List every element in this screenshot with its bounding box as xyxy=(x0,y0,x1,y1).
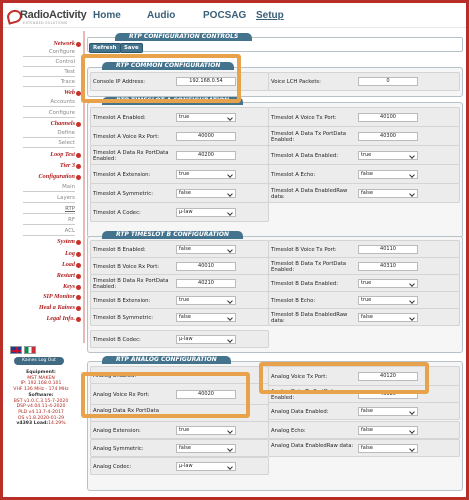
tsb-voice-tx-row xyxy=(268,240,460,258)
analog-data-tx-label: Analog Data Tx PortData Enabled: xyxy=(271,389,337,401)
tsa-echo-select[interactable]: false xyxy=(358,170,418,179)
sidebar-heading-system[interactable]: System xyxy=(57,238,75,245)
sidebar-item-config-main[interactable]: Main xyxy=(23,184,75,192)
analog-echo-label: Analog Echo: xyxy=(271,428,306,434)
logo-name: RadioActivity xyxy=(20,9,87,21)
load-value: 14.29% xyxy=(48,421,66,427)
tsb-data-rx-field[interactable]: 40210 xyxy=(176,279,236,288)
tsb-voice-tx-field[interactable]: 40110 xyxy=(358,245,418,254)
tsa-enabled-select[interactable]: true xyxy=(176,113,236,122)
analog-raw-label: Analog Data EnabledRaw data: xyxy=(271,443,354,449)
software-pld: PLD v4.13.7-4-2017 xyxy=(18,409,64,415)
software-os: OS v1.8.2020-01-29 xyxy=(17,415,65,421)
analog-codec-label: Analog Codec: xyxy=(93,464,132,470)
analog-voice-rx-label: Analog Voice Rx Port: xyxy=(93,392,150,398)
sidebar-item-network-configure[interactable]: Configure xyxy=(23,49,75,57)
tsb-symmetric-select[interactable]: false xyxy=(176,313,236,322)
italy-flag-icon[interactable] xyxy=(24,346,36,354)
tsb-data-tx-field[interactable]: 40310 xyxy=(358,262,418,271)
analog-symmetric-select[interactable]: false xyxy=(176,444,236,453)
analog-voice-tx-field[interactable]: 40120 xyxy=(358,372,418,381)
sidebar-heading-web[interactable]: Web xyxy=(64,89,75,96)
sidebar xyxy=(3,31,83,497)
console-ip-field[interactable]: 192.168.0.54 xyxy=(176,77,236,86)
sidebar-item-config-acl[interactable]: ACL xyxy=(23,228,75,236)
tsb-enabled-select[interactable]: false xyxy=(176,245,236,254)
console-ip-row xyxy=(90,72,269,91)
analog-data-rx-label: Analog Data Rx PortData Enabled: xyxy=(93,408,159,420)
uk-flag-icon[interactable] xyxy=(10,346,22,354)
tsa-voice-rx-label: Timeslot A Voice Rx Port: xyxy=(93,134,160,140)
nav-setup[interactable]: Setup xyxy=(256,10,284,21)
nav-audio[interactable]: Audio xyxy=(147,10,176,21)
controls-title: RTP CONFIGURATION CONTROLS xyxy=(115,33,252,41)
load-label: v4393 Load: xyxy=(16,421,49,427)
analog-extension-row xyxy=(90,421,269,439)
sidebar-heading-channels[interactable]: Channels xyxy=(51,120,75,127)
tsb-echo-label: Timeslot B Echo: xyxy=(271,298,316,304)
tsb-raw-label: Timeslot B Data EnabledRaw data: xyxy=(271,312,348,324)
equipment-header: Equipment: xyxy=(26,370,56,375)
logo-tagline: EXTENDED SOLUTIONS xyxy=(23,21,68,25)
tsa-extension-row xyxy=(90,164,269,184)
tsa-codec-select[interactable]: µ-law xyxy=(176,208,236,217)
tsa-data-rx-field[interactable]: 40200 xyxy=(176,151,236,160)
sidebar-item-channels-define[interactable]: Define xyxy=(23,130,75,138)
tsa-raw-row xyxy=(268,183,460,203)
tsb-codec-row xyxy=(90,330,269,348)
tsa-data-enabled-select[interactable]: true xyxy=(358,151,418,160)
analog-data-enabled-row xyxy=(268,402,460,420)
equipment-info xyxy=(6,370,76,427)
tsa-data-enabled-row xyxy=(268,145,460,165)
tsa-voice-rx-field[interactable]: 40000 xyxy=(176,132,236,141)
tsb-data-rx-label: Timeslot B Data Rx PortData Enabled: xyxy=(93,278,169,290)
tsa-voice-tx-row xyxy=(268,107,460,127)
tsb-echo-row xyxy=(268,291,460,309)
analog-title: RTP ANALOG CONFIGURATION xyxy=(102,356,231,364)
software-header: Software: xyxy=(28,392,54,398)
tsb-extension-select[interactable]: true xyxy=(176,296,236,305)
analog-data-tx-row xyxy=(268,385,460,403)
voice-lch-label: Voice LCH Packets: xyxy=(271,79,321,85)
analog-raw-select[interactable]: false xyxy=(358,444,418,453)
analog-extension-select[interactable]: true xyxy=(176,426,236,435)
tsb-extension-label: Timeslot B Extension: xyxy=(93,298,151,304)
tsa-raw-label: Timeslot A Data EnabledRaw data: xyxy=(271,188,348,200)
tsb-data-tx-label: Timeslot B Data Tx PortData Enabled: xyxy=(271,261,347,273)
sidebar-heading-legal-info[interactable]: Legal Info. xyxy=(46,315,75,322)
sidebar-heading-keys[interactable]: Keys xyxy=(63,283,75,290)
sidebar-heading-heal-kaines[interactable]: Heal a Kaines xyxy=(39,304,75,311)
save-button[interactable]: Save xyxy=(120,43,143,53)
tsa-extension-label: Timeslot A Extension: xyxy=(93,172,151,178)
analog-voice-tx-row xyxy=(268,366,460,386)
radioactivity-logo xyxy=(7,7,89,27)
analog-voice-rx-row xyxy=(90,383,269,405)
sidebar-item-network-trace[interactable]: Trace xyxy=(23,79,75,87)
common-title: RTP COMMON CONFIGURATION xyxy=(102,62,234,70)
tsb-data-tx-row xyxy=(268,257,460,275)
analog-raw-row xyxy=(268,439,460,457)
sidebar-item-network-test[interactable]: Test xyxy=(23,69,75,77)
tsa-voice-tx-field[interactable]: 40100 xyxy=(358,113,418,122)
main-content xyxy=(87,33,464,495)
sidebar-divider xyxy=(83,31,85,343)
sidebar-heading-restart[interactable]: Restart xyxy=(57,272,75,279)
tsa-data-enabled-label: Timeslot A Data Enabled: xyxy=(271,153,339,159)
sidebar-item-web-accounts[interactable]: Accounts xyxy=(23,99,75,107)
tsb-voice-rx-row xyxy=(90,257,269,275)
tsb-voice-tx-label: Timeslot B Voice Tx Port: xyxy=(271,247,337,253)
tsa-codec-label: Timeslot A Codec: xyxy=(93,210,141,216)
tsa-enabled-row xyxy=(90,107,269,127)
analog-extension-label: Analog Extension: xyxy=(93,428,141,434)
software-bst: BST v1.0.C.3.15-7-2020 xyxy=(13,398,69,404)
equipment-name: MST MAKEN xyxy=(27,375,55,381)
nav-home[interactable]: Home xyxy=(93,10,121,21)
analog-data-enabled-label: Analog Data Enabled: xyxy=(271,409,329,415)
sidebar-item-network-control[interactable]: Control xyxy=(23,59,75,67)
top-bar xyxy=(3,3,466,28)
tsb-data-enabled-label: Timeslot B Data Enabled: xyxy=(271,281,339,287)
analog-symmetric-label: Analog Symmetric: xyxy=(93,446,144,452)
tsb-echo-select[interactable]: true xyxy=(358,296,418,305)
language-flags xyxy=(10,346,36,355)
analog-symmetric-row xyxy=(90,439,269,457)
tsa-voice-tx-label: Timeslot A Voice Tx Port: xyxy=(271,115,337,121)
sidebar-item-config-rf[interactable]: RF xyxy=(23,217,75,225)
tsa-data-tx-field[interactable]: 40300 xyxy=(358,132,418,141)
load-readout xyxy=(6,421,76,427)
tsa-voice-rx-row xyxy=(90,126,269,146)
tsa-echo-row xyxy=(268,164,460,184)
tsa-data-rx-row xyxy=(90,145,269,165)
sidebar-heading-loop-test[interactable]: Loop Test xyxy=(50,151,75,158)
timeslot-a-title: RTP TIMESLOT A CONFIGURATION xyxy=(102,97,243,105)
tsb-raw-select[interactable]: false xyxy=(358,313,418,322)
sidebar-heading-network[interactable]: Network xyxy=(53,40,75,47)
tsa-raw-select[interactable]: false xyxy=(358,189,418,198)
equipment-ip: IP: 192.168.0.101 xyxy=(20,381,62,387)
tsb-symmetric-row xyxy=(90,308,269,326)
analog-voice-tx-label: Analog Voice Tx Port: xyxy=(271,374,328,380)
tsa-data-rx-label: Timeslot A Data Rx PortData Enabled: xyxy=(93,150,169,162)
analog-enabled-label: Analog Enabled: xyxy=(93,373,137,379)
equipment-band: VHF 136 MHz - 174 MHz xyxy=(13,387,69,393)
tsa-echo-label: Timeslot A Echo: xyxy=(271,172,316,178)
sidebar-item-config-rtp[interactable]: RTP xyxy=(23,206,75,214)
tsb-enabled-label: Timeslot B Enabled: xyxy=(93,247,146,253)
tsa-extension-select[interactable]: true xyxy=(176,170,236,179)
tsa-symmetric-row xyxy=(90,183,269,203)
refresh-button[interactable]: Refresh xyxy=(89,43,121,53)
tsb-voice-rx-label: Timeslot B Voice Rx Port: xyxy=(93,264,160,270)
analog-data-enabled-select[interactable]: false xyxy=(358,407,418,416)
tsa-symmetric-select[interactable]: false xyxy=(176,189,236,198)
tsa-enabled-label: Timeslot A Enabled: xyxy=(93,115,146,121)
software-dsp: DSP v4.04.11-4-2020 xyxy=(16,404,66,410)
analog-data-tx-field[interactable]: 40320 xyxy=(358,390,418,399)
tsb-voice-rx-field[interactable]: 40010 xyxy=(176,262,236,271)
analog-codec-select[interactable]: µ-law xyxy=(176,462,236,471)
sidebar-item-channels-select[interactable]: Select xyxy=(23,140,75,148)
nav-pocsag[interactable]: POCSAG xyxy=(203,10,247,21)
tsb-data-rx-row xyxy=(90,274,269,292)
analog-voice-rx-field[interactable]: 40020 xyxy=(176,390,236,399)
sidebar-heading-log[interactable]: Log xyxy=(65,250,75,257)
tsb-enabled-row xyxy=(90,240,269,258)
voice-lch-field[interactable]: 0 xyxy=(358,77,418,86)
sidebar-item-config-layers[interactable]: Layers xyxy=(23,195,75,203)
tsa-data-tx-label: Timeslot A Data Tx PortData Enabled: xyxy=(271,131,347,143)
logout-button[interactable]: Kaines Log Out xyxy=(14,357,64,365)
sidebar-item-web-configure[interactable]: Configure xyxy=(23,110,75,118)
tsb-extension-row xyxy=(90,291,269,309)
tsb-data-enabled-select[interactable]: true xyxy=(358,279,418,288)
tsa-data-tx-row xyxy=(268,126,460,146)
sidebar-heading-sip-monitor[interactable]: SIP Monitor xyxy=(43,293,75,300)
voice-lch-row xyxy=(268,72,460,91)
analog-echo-row xyxy=(268,421,460,439)
tsb-data-enabled-row xyxy=(268,274,460,292)
sidebar-heading-configuration[interactable]: Configuration xyxy=(39,173,75,180)
tsa-symmetric-label: Timeslot A Symmetric: xyxy=(93,191,154,197)
analog-enabled-row xyxy=(90,366,269,384)
tsa-codec-row xyxy=(90,202,269,222)
sidebar-heading-load[interactable]: Load xyxy=(62,261,75,268)
timeslot-b-title: RTP TIMESLOT B CONFIGURATION xyxy=(102,231,243,239)
analog-echo-select[interactable]: false xyxy=(358,426,418,435)
tsb-symmetric-label: Timeslot B Symmetric: xyxy=(93,315,154,321)
console-ip-label: Console IP Address: xyxy=(93,79,146,85)
sidebar-heading-tier3[interactable]: Tier 3 xyxy=(60,162,75,169)
analog-data-rx-row xyxy=(90,404,269,422)
analog-codec-row xyxy=(90,457,269,475)
tsb-codec-label: Timeslot B Codec: xyxy=(93,337,141,343)
tsb-raw-row xyxy=(268,308,460,326)
tsb-codec-select[interactable]: µ-law xyxy=(176,335,236,344)
